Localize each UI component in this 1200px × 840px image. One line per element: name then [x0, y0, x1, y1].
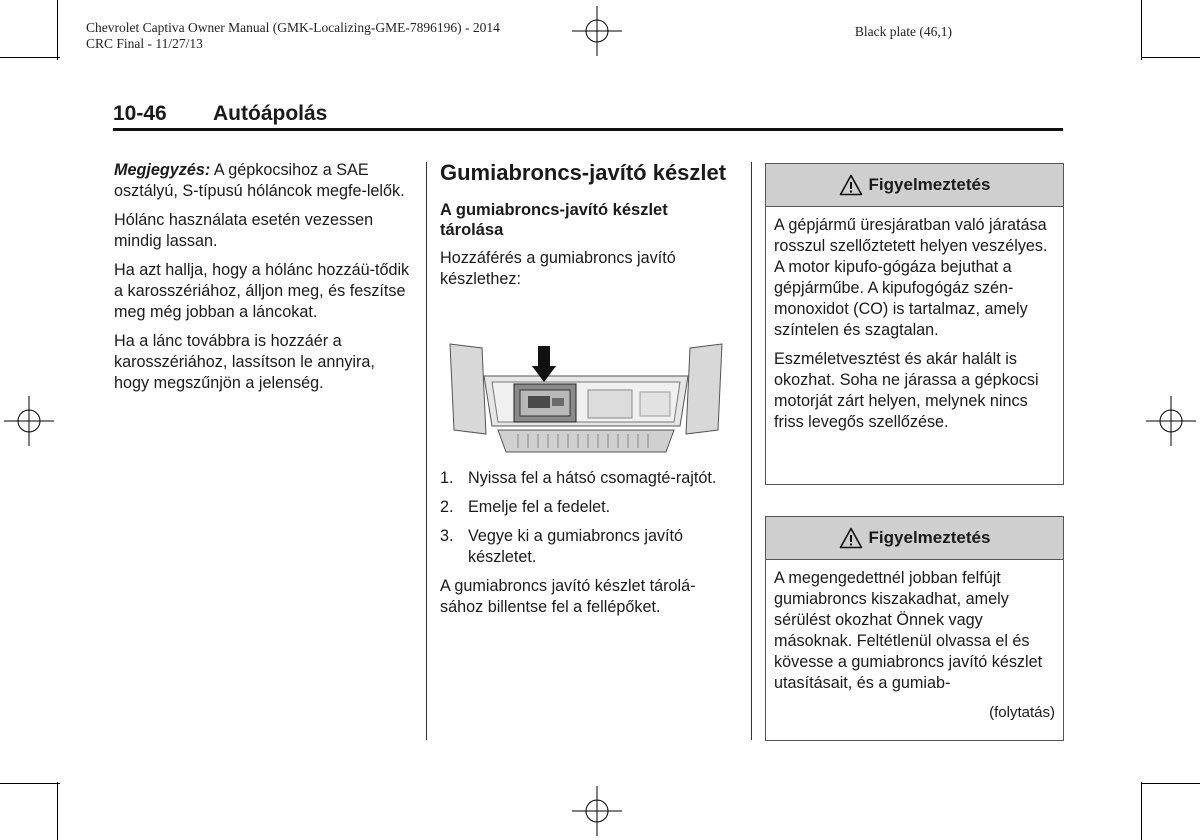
warning-body [766, 207, 1063, 447]
warning-paragraph: Eszméletvesztést és akár halált is okozhat. Soha ne járassa a gépkocsi motorját zárt helyen, melynek nincs friss levegős szellőzése. [774, 350, 1039, 431]
list-item [440, 526, 734, 568]
crop-mark [1141, 57, 1200, 58]
crop-mark [57, 782, 58, 840]
warning-header [766, 164, 1063, 207]
column-1 [114, 160, 410, 402]
intro-paragraph: Hozzáférés a gumiabroncs javító készlethez: [440, 249, 676, 288]
step-number: 3. [440, 527, 454, 545]
warning-paragraph: A gépjármű üresjáratban való járatása rosszul szellőztetett helyen veszélyes. A motor kipufo-gógáza bejuthat a gépjárműbe. A kipufogógáz szén-monoxidot (CO) is tartalmaz, amely színtelen és szagtalan. [774, 216, 1048, 339]
crop-mark [1141, 0, 1142, 60]
step-text: Emelje fel a fedelet. [468, 498, 611, 516]
warning-box [765, 516, 1064, 741]
note-paragraph [114, 160, 410, 202]
steps-list [440, 468, 734, 568]
warning-body [766, 560, 1063, 729]
warning-header [766, 517, 1063, 560]
warning-triangle-icon [839, 527, 863, 549]
warning-title: Figyelmeztetés [868, 175, 991, 194]
body-paragraph: Hólánc használata esetén vezessen mindig lassan. [114, 211, 374, 250]
step-text: Vegye ki a gumiabroncs javító készletet. [468, 527, 684, 566]
body-paragraph: Ha a lánc továbbra is hozzáér a karosszériához, lassítson le annyira, hogy megszűnjön a jelenség. [114, 332, 375, 392]
column-divider [751, 162, 752, 740]
crop-mark [0, 783, 60, 784]
crop-mark [1141, 783, 1200, 784]
list-item [440, 497, 734, 518]
note-label: Megjegyzés: [114, 161, 211, 179]
cargo-area-illustration [440, 338, 732, 460]
column-divider [426, 162, 427, 740]
page-number: 10-46 [113, 102, 167, 125]
subsection-heading: A gumiabroncs-javító készlet tárolása [440, 201, 668, 239]
warning-box [765, 163, 1064, 485]
column-2-steps [440, 468, 734, 626]
registration-mark-icon [1146, 396, 1196, 446]
outro-paragraph: A gumiabroncs javító készlet tárolá-sához billentse fel a fellépőket. [440, 577, 696, 616]
step-number: 1. [440, 469, 454, 487]
registration-mark-icon [4, 396, 54, 446]
crop-mark [0, 57, 60, 58]
warning-title: Figyelmeztetés [868, 528, 991, 547]
note-text: A gépkocsihoz a SAE osztályú, S-típusú hóláncok megfe-lelők. [114, 161, 405, 200]
warning-triangle-icon [839, 174, 863, 196]
section-heading: Gumiabroncs-javító készlet [440, 160, 727, 185]
step-text: Nyissa fel a hátsó csomagté-rajtót. [468, 469, 717, 487]
section-title: Autóápolás [213, 102, 328, 125]
step-number: 2. [440, 498, 454, 516]
heading-rule [113, 128, 1063, 131]
page-heading [113, 102, 1063, 128]
header-plate: Black plate (46,1) [854, 24, 952, 39]
list-item [440, 468, 734, 489]
header-doc-title: Chevrolet Captiva Owner Manual (GMK-Localizing-GME-7896196) - 2014 [86, 20, 500, 35]
continued-label: (folytatás) [989, 704, 1055, 721]
print-header [86, 20, 500, 52]
crop-mark [57, 0, 58, 60]
registration-mark-icon [572, 6, 622, 56]
body-paragraph: Ha azt hallja, hogy a hólánc hozzáü-tődik a karosszériához, álljon meg, és feszítse meg még jobban a láncokat. [114, 261, 410, 321]
crop-mark [1141, 782, 1142, 840]
header-status: CRC Final - 11/27/13 [86, 36, 203, 51]
column-2 [440, 160, 734, 298]
registration-mark-icon [572, 786, 622, 836]
warning-paragraph: A megengedettnél jobban felfújt gumiabroncs kiszakadhat, amely sérülést okozhat Önnek vagy másoknak. Feltétlenül olvassa el és kövesse a gumiabroncs javító készlet utasításait, és a gumiab- [774, 569, 1043, 692]
